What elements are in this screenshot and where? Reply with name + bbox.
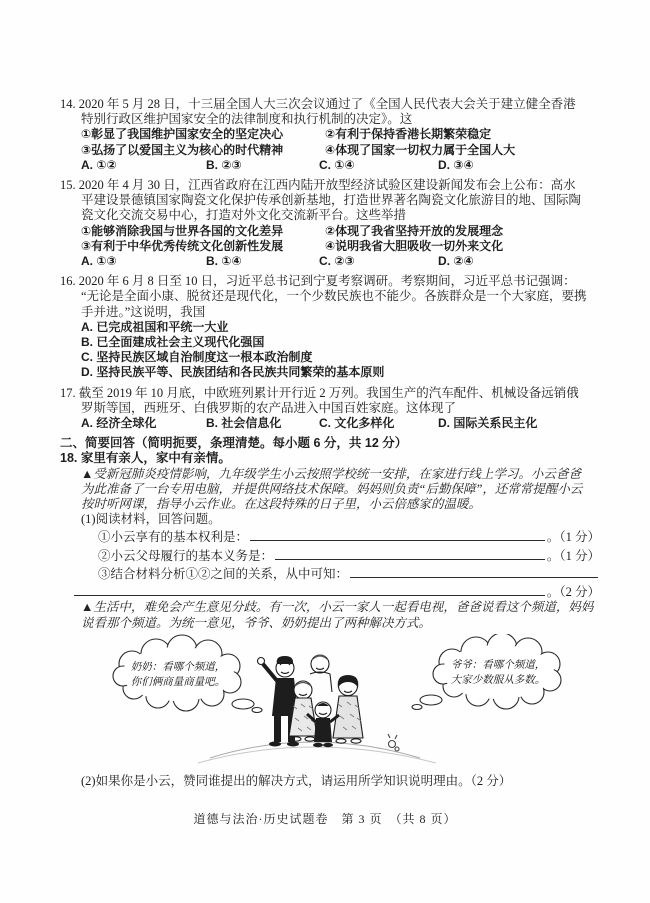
q15-option-d: D. ②④ (438, 254, 474, 269)
page-footer: 道德与法治·历史试题卷 第 3 页 （共 8 页） (193, 812, 457, 826)
q14-statement-3: ③弘扬了以爱国主义为核心的时代精神 (81, 142, 284, 157)
answer-blank-line (275, 546, 545, 560)
q15-statement-2: ②体现了我省坚持开放的发展理念 (325, 223, 504, 238)
q16-option-d: D. 坚持民族平等、民族团结和各民族共同繁荣的基本原则 (81, 365, 385, 380)
q18-part1-lead: (1)阅读材料，回答问题。 (81, 512, 221, 527)
q18-item1-score: 。（1 分） (546, 530, 600, 545)
q15-option-b: B. ①④ (206, 254, 242, 269)
q16-stem-line-1: 16. 2020 年 6 月 8 日至 10 日，习近平总书记到宁夏考察调研。考察期间，习近平总书记强调： (60, 274, 576, 289)
q18-item2-score: 。（1 分） (546, 548, 600, 563)
q16-option-c: C. 坚持民族区域自治制度这一根本政治制度 (81, 350, 313, 365)
speech-bubble-left (113, 635, 262, 713)
q14-statement-2: ②有利于保持香港长期繁荣稳定 (325, 127, 492, 142)
q17-stem-line-2: 罗斯等国，西班牙、白俄罗斯的农产品进入中国百姓家庭。这体现了 (81, 400, 457, 415)
question-17 (60, 386, 600, 432)
q18-blank-item-1 (60, 527, 600, 545)
q14-statement-row-1 (60, 127, 600, 142)
family-illustration (60, 634, 600, 768)
q18-item2-label: ②小云父母履行的基本义务是： (98, 548, 274, 563)
q18-blank-item-2 (60, 546, 600, 564)
q14-statement-1: ①彰显了我国维护国家安全的坚定决心 (81, 127, 284, 142)
left-bubble-text-line-1: 奶奶：看哪个频道， (130, 661, 226, 673)
question-16 (60, 274, 600, 380)
left-bubble-text-line-2: 你们俩商量商量吧。 (130, 676, 226, 688)
q14-option-b: B. ②③ (206, 157, 242, 172)
q17-option-d: D. 国际关系民主化 (438, 416, 538, 431)
q15-statement-row-1 (60, 224, 600, 239)
answer-blank-line (350, 564, 598, 578)
q18-material1-line-1: ▲受新冠肺炎疫情影响，九年级学生小云按照学校统一安排，在家进行线上学习。小云爸爸 (81, 466, 581, 481)
q18-material1-line-3: 按时听网课，指导小云作业。在这段特殊的日子里，小云倍感家的温暖。 (81, 497, 482, 512)
mother-figure (333, 675, 363, 743)
q15-statement-3: ③有利于中华优秀传统文化创新性发展 (81, 238, 284, 253)
question-18 (60, 451, 600, 789)
speech-bubble-right (412, 634, 561, 710)
q17-option-c: C. 文化多样化 (319, 416, 395, 431)
q18-item3-score: 。（2 分） (546, 585, 600, 600)
q15-stem-line-3: 瓷文化交流交易中心，打造对外文化交流新平台。这些举措 (81, 208, 407, 223)
right-bubble-text-line-2: 大家少数服从多数。 (450, 674, 546, 686)
q18-item1-label: ①小云享有的基本权利是： (98, 530, 249, 545)
q16-option-b: B. 已全面建成社会主义现代化强国 (81, 335, 265, 350)
q14-statement-row-2 (60, 143, 600, 158)
question-14 (60, 97, 600, 173)
q15-stem-line-1: 15. 2020 年 4 月 30 日，江西省政府在江西内陆开放型经济试验区建设新闻发布会上公布：高水 (60, 178, 576, 193)
q18-blank-item-3-continued (60, 582, 600, 600)
section-2-heading: 二、简要回答（简明扼要，条理清楚。每小题 6 分，共 12 分） (60, 436, 408, 451)
right-bubble-text-line-1: 爷爷：看哪个频道， (450, 659, 546, 671)
q18-part2-question: (2)如果你是小云，赞同谁提出的解决方式，请运用所学知识说明理由。（2 分） (81, 773, 512, 788)
small-flower-doodle (388, 734, 399, 751)
q18-item3-label: ③结合材料分析①②之间的关系，从中可知： (98, 566, 349, 581)
family-group (258, 655, 400, 751)
q15-option-c: C. ②③ (319, 254, 355, 269)
q18-title: 18. 家里有亲人，家中有亲情。 (60, 451, 231, 466)
q15-option-a: A. ①③ (81, 254, 117, 269)
q14-option-a: A. ①② (81, 157, 117, 172)
q15-statement-1: ①能够消除我国与世界各国的文化差异 (81, 223, 284, 238)
q17-options-row (60, 416, 600, 431)
q17-option-b: B. 社会信息化 (206, 416, 282, 431)
q18-material2-line-1: ▲生活中，难免会产生意见分歧。有一次，小云一家人一起看电视，爸爸说看这个频道，妈妈 (81, 600, 594, 615)
q15-statement-4: ④说明我省大胆吸收一切外来文化 (325, 238, 504, 253)
q15-options-row (60, 254, 600, 269)
q15-stem-line-2: 平建设景德镇国家陶瓷文化保护传承创新基地，打造世界著名陶瓷文化旅游目的地、国际陶 (81, 193, 582, 208)
q16-stem-line-2: “无论是全面小康、脱贫还是现代化，一个少数民族也不能少。各族群众是一个大家庭，要携 (81, 289, 587, 304)
q16-stem-line-3: 手并进。”这说明，我国 (81, 304, 206, 319)
family-cartoon (60, 634, 600, 772)
q14-stem-line-2: 特别行政区维护国家安全的法律制度和执行机制的决定》。这 (81, 112, 413, 127)
q14-statement-4: ④体现了国家一切权力属于全国人大 (325, 142, 516, 157)
q18-material2-line-2: 说看那个频道。为统一意见，爷爷、奶奶提出了两种解决方式。 (81, 615, 432, 630)
answer-blank-line (74, 582, 545, 596)
q14-stem-line-1: 14. 2020 年 5 月 28 日，十三届全国人大三次会议通过了《全国人民代表大会关于建立健全香港 (60, 97, 576, 111)
q18-blank-item-3 (60, 564, 600, 582)
q14-option-d: D. ③④ (438, 157, 474, 172)
q15-statement-row-2 (60, 239, 600, 254)
q14-option-c: C. ①④ (319, 157, 355, 172)
q18-material1-line-2: 为此准备了一台专用电脑，并提供网络技术保障。妈妈则负责“后勤保障”，还常常提醒小云 (81, 481, 583, 496)
q17-stem-line-1: 17. 截至 2019 年 10 月底，中欧班列累计开行近 2 万列。我国生产的汽车配件、机械设备远销俄 (60, 385, 579, 400)
page-content (60, 97, 600, 789)
q16-option-a: A. 已完成祖国和平统一大业 (81, 319, 229, 334)
grandfather-figure (310, 655, 332, 692)
q14-options-row (60, 158, 600, 173)
q17-option-a: A. 经济全球化 (81, 416, 157, 431)
answer-blank-line (250, 527, 545, 541)
question-15 (60, 178, 600, 269)
